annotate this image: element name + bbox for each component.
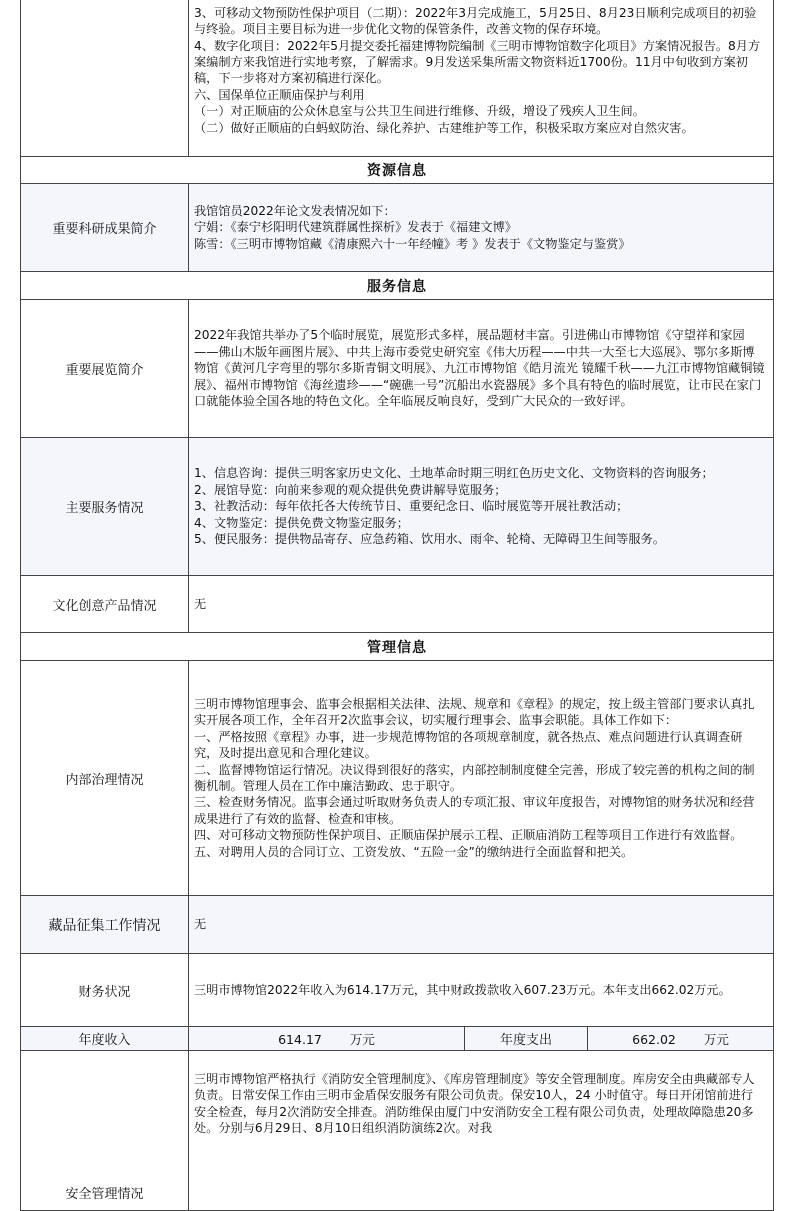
row-safety	[21, 1051, 774, 1211]
research-label: 重要科研成果简介	[21, 184, 189, 272]
main-services-label: 主要服务情况	[21, 438, 189, 576]
research-content	[189, 184, 774, 272]
safety-label: 安全管理情况	[21, 1051, 189, 1211]
governance-line: 二、监督博物馆运行情况。决议得到很好的落实，内部控制制度健全完善，形成了较完善的机构之间的制衡机制。管理人员在工作中廉洁勤政、忠于职守。	[194, 762, 755, 793]
projects-line: 六、国保单位正顺庙保护与利用	[194, 87, 365, 102]
governance-line: 一、严格按照《章程》办事，进一步规范博物馆的各项规章制度，就各热点、难点问题进行认真调查研究，及时提出意见和合理化建议。	[194, 729, 743, 761]
annual-expense-unit: 万元	[703, 1031, 729, 1047]
row-annual	[21, 1027, 774, 1051]
annual-income-label: 年度收入	[21, 1027, 189, 1051]
section-title-resources: 资源信息	[21, 157, 774, 184]
annual-expense-cell	[588, 1027, 774, 1051]
service-line: 4、文物鉴定：提供免费文物鉴定服务；	[194, 515, 409, 530]
service-line: 1、信息咨询：提供三明客家历史文化、土地革命时期三明红色历史文化、文物资料的咨询服务；	[194, 466, 714, 481]
row-governance	[21, 661, 774, 896]
governance-line: 五、对聘用人员的合同订立、工资发放、“五险一金”的缴纳进行全面监督和把关。	[194, 844, 634, 859]
projects-content	[189, 0, 774, 157]
governance-content	[189, 661, 774, 896]
creative-value: 无	[189, 576, 774, 633]
report-sheet	[20, 0, 773, 1211]
row-main-services	[21, 438, 774, 576]
governance-line: 三明市博物馆理事会、监事会根据相关法律、法规、规章和《章程》的规定，按上级主管部门要求认真扎实开展各项工作，全年召开2次监事会议，切实履行理事会、监事会职能。具体工作如下：	[194, 696, 755, 728]
annual-income-value: 614.17	[278, 1031, 322, 1047]
exhibitions-label: 重要展览简介	[21, 300, 189, 438]
service-line: 3、社教活动：每年依托各大传统节日、重要纪念日、临时展览等开展社教活动；	[194, 499, 629, 514]
report-table	[20, 0, 774, 1211]
section-resources	[21, 157, 774, 184]
section-services	[21, 272, 774, 300]
exhibitions-content: 2022年我馆共举办了5个临时展览，展览形式多样，展品题材丰富。引进佛山市博物馆《守望祥和家园——佛山木版年画图片展》、中共上海市委党史研究室《伟大历程——中共一大至七大巡展》、鄂尔多斯博物馆《黄河几字弯里的鄂尔多斯青铜文明展》、九江市博物馆《皓月流光 镜耀千秋——九江市博物馆藏铜镜展》、福州市博物馆《海丝遗珍——“碗礁一号”沉船出水瓷器展》多个具有特色的临时展览，让市民在家门口就能体验全国各地的特色文化。全年临展反响良好，受到广大民众的一致好评。	[189, 300, 774, 438]
projects-line: （一）对正顺庙的公众休息室与公共卫生间进行维修、升级，增设了残疾人卫生间。	[194, 104, 645, 119]
main-services-content	[189, 438, 774, 576]
row-finance	[21, 954, 774, 1027]
collection-label: 藏品征集工作情况	[21, 896, 189, 954]
safety-content: 三明市博物馆严格执行《消防安全管理制度》、《库房管理制度》等安全管理制度。库房安全由典藏部专人负责。日常安保工作由三明市金盾保安服务有限公司负责。保安10人，24 小时值守。每日开闭馆前进行安全检查，每月2次消防安全排查。消防维保由厦门中安消防安全工程有限公司负责，处理故障隐患20多处。分别与6月29日、8月10日组织消防演练2次。对我	[189, 1051, 774, 1211]
projects-label-cell	[21, 0, 189, 157]
research-line: 宁娟：《泰宁杉阳明代建筑群属性探析》发表于《福建文博》	[194, 220, 517, 235]
section-title-management: 管理信息	[21, 633, 774, 661]
row-collection	[21, 896, 774, 954]
projects-line: 4、数字化项目：2022年5月提交委托福建博物院编制《三明市博物馆数字化项目》方案情况报告。8月方案编制方来我馆进行实地考察，了解需求。9月发送采集所需文物资料近1700份。11月中旬收到方案初稿，下一步将对方案初稿进行深化。	[194, 38, 761, 86]
governance-line: 三、检查财务情况。监事会通过听取财务负责人的专项汇报、审议年度报告，对博物馆的财务状况和经营成果进行了有效的监督、检查和审核。	[194, 795, 755, 826]
research-line: 我馆馆员2022年论文发表情况如下：	[194, 203, 396, 218]
creative-label: 文化创意产品情况	[21, 576, 189, 633]
section-title-services: 服务信息	[21, 272, 774, 300]
section-management	[21, 633, 774, 661]
projects-line: （二）做好正顺庙的白蚂蚁防治、绿化养护、古建维护等工作，积极采取方案应对自然灾害。	[194, 120, 694, 135]
service-line: 2、展馆导览：向前来参观的观众提供免费讲解导览服务；	[194, 482, 507, 497]
finance-label: 财务状况	[21, 954, 189, 1027]
annual-income-cell	[189, 1027, 465, 1051]
projects-line: 3、可移动文物预防性保护项目（二期）：2022年3月完成施工，5月25日、8月23日顺利完成项目的初验与终验。项目主要目标为进一步优化文物的保管条件，改善文物的保存环境。	[194, 5, 757, 37]
governance-label: 内部治理情况	[21, 661, 189, 896]
finance-content: 三明市博物馆2022年收入为614.17万元，其中财政拨款收入607.23万元。本年支出662.02万元。	[189, 954, 774, 1027]
row-research	[21, 184, 774, 272]
row-projects-continued	[21, 0, 774, 157]
collection-value: 无	[189, 896, 774, 954]
row-exhibitions	[21, 300, 774, 438]
annual-expense-label: 年度支出	[465, 1027, 588, 1051]
governance-line: 四、对可移动文物预防性保护项目、正顺庙保护展示工程、正顺庙消防工程等项目工作进行有效监督。	[194, 828, 743, 843]
row-creative	[21, 576, 774, 633]
research-line: 陈雪：《三明市博物馆藏《清康熙六十一年经幢》考 》发表于《文物鉴定与鉴赏》	[194, 236, 631, 251]
annual-income-unit: 万元	[349, 1031, 375, 1047]
annual-expense-value: 662.02	[632, 1031, 676, 1047]
service-line: 5、便民服务：提供物品寄存、应急药箱、饮用水、雨伞、轮椅、无障碍卫生间等服务。	[194, 532, 665, 547]
